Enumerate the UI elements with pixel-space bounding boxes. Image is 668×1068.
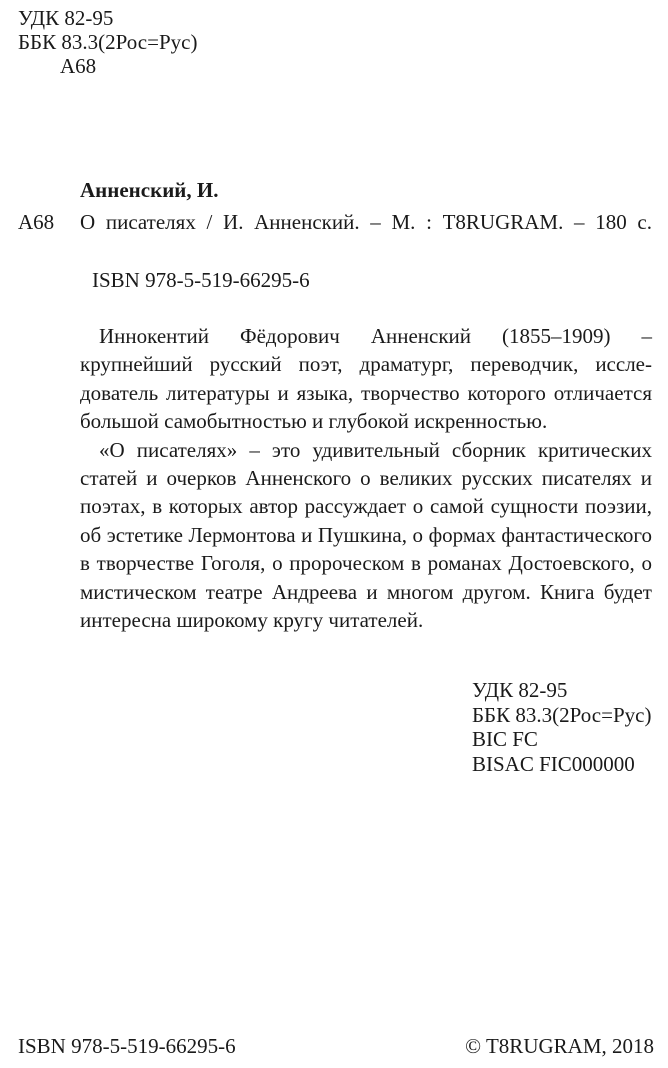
- bisac-code: BISAC FIC000000: [472, 751, 635, 776]
- bottom-udk-code: УДК 82-95: [472, 678, 568, 702]
- top-bbk-code: ББК 83.3(2Рос=Рус): [18, 30, 198, 54]
- record-cutter-mark: А68: [18, 210, 55, 234]
- annotation-text: [80, 322, 652, 634]
- author-heading: Анненский, И.: [80, 178, 219, 202]
- annotation-paragraph-2: «О писателях» – это удивительный сборник критических статей и очерков Анненского о великих русских писателях и поэтах, в которых автор рассуждает о самой сущности поэзии, об эстетике Лермонтова и Пушкина, о формах фантастического в творчестве Гоголя, о пророческом в романах Достоевского, о мистическом театре Андреева и многом другом. Книга будет интересна широкому кругу читателей.: [80, 437, 652, 633]
- footer-copyright: © T8RUGRAM, 2018: [465, 1034, 654, 1058]
- top-cutter-mark: А68: [60, 54, 97, 78]
- top-classification-codes: [18, 6, 197, 78]
- bottom-classification-codes: [472, 678, 651, 776]
- bibliographic-title-line: О писателях / И. Анненский. – М. : T8RUGRAM. – 180 с.: [80, 210, 652, 234]
- top-udk-code: УДК 82-95: [18, 6, 114, 30]
- bottom-bbk-code: ББК 83.3(2Рос=Рус): [472, 702, 652, 727]
- annotation-paragraph-1: Иннокентий Фёдорович Анненский (1855–1909) – крупнейший русский поэт, драматург, переводчик, исследователь литературы и языка, творчество которого отличается большой самобытностью и глубокой искренностью.: [80, 324, 652, 434]
- bic-code: BIC FC: [472, 727, 538, 751]
- record-isbn: ISBN 978-5-519-66295-6: [92, 268, 310, 292]
- footer-isbn: ISBN 978-5-519-66295-6: [18, 1034, 236, 1058]
